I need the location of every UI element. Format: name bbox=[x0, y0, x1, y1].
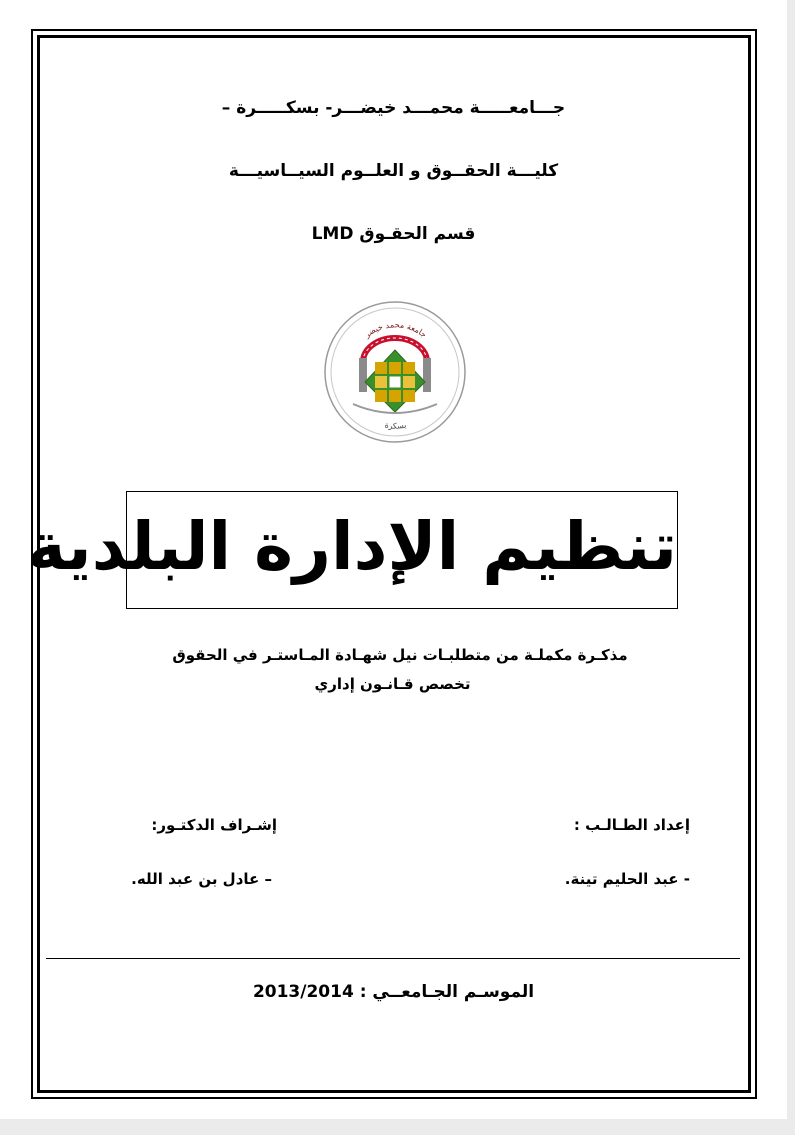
seal-city-text: بسكرة bbox=[383, 420, 408, 431]
university-name: جـــامعـــــة محمـــد خيضـــر- بسكـــــرة – bbox=[221, 98, 566, 118]
student-name: - عبد الحليم تينة. bbox=[564, 870, 690, 888]
faculty-name: كليـــة الحقــوق و العلــوم السيــاسيـــة bbox=[228, 161, 559, 181]
prepared-by-label: إعداد الطـالـب : bbox=[573, 816, 690, 834]
memo-line-1: مذكـرة مكملـة من متطلبـات نيل شهـادة المـاستـر في الحقوق bbox=[172, 646, 628, 664]
memo-line-2: تخصص قـانـون إداري bbox=[314, 675, 471, 693]
divider-line bbox=[46, 958, 740, 959]
svg-text:بسكرة bbox=[384, 420, 407, 430]
department-name: قسم الحقـوق LMD bbox=[311, 224, 476, 244]
academic-year: الموسـم الجـامعــي : 2013/2014 bbox=[252, 982, 535, 1002]
supervisor-label: إشـراف الدكتـور: bbox=[151, 816, 277, 834]
university-seal-icon bbox=[323, 300, 468, 445]
title-box bbox=[26, 491, 678, 609]
seal-arc-text: جامعة محمد خيضر bbox=[362, 320, 429, 340]
supervisor-name: – عادل بن عبد الله. bbox=[131, 870, 272, 888]
thesis-title: تنظيم الإدارة البلدية bbox=[26, 508, 677, 585]
